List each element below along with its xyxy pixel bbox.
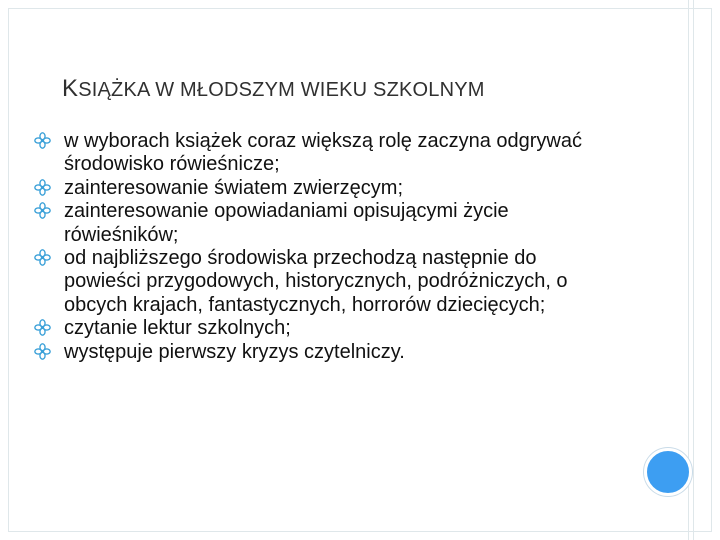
bullet-item <box>34 247 614 317</box>
title-rest: SIĄŻKA W MŁODSZYM WIEKU SZKOLNYM <box>78 79 485 101</box>
bullet-text: zainteresowanie opowiadaniami opisującymi życie rówieśników; <box>64 200 509 246</box>
decorative-circle <box>644 448 692 496</box>
bullet-text: czytanie lektur szkolnych; <box>64 317 291 340</box>
flower-bullet-icon <box>34 343 51 360</box>
bullet-text: występuje pierwszy kryzys czytelniczy. <box>64 340 405 363</box>
flower-bullet-icon <box>34 249 51 266</box>
bullet-item <box>34 341 614 364</box>
decorative-edge-line <box>693 0 694 540</box>
slide-title <box>62 75 485 103</box>
bullet-item <box>34 317 614 340</box>
bullet-text: od najbliższego środowiska przechodzą następnie do powieści przygodowych, historycznych, podróżniczych, o obcych krajach, fantastycznych, horrorów dziecięcych; <box>64 247 568 316</box>
bullet-text: w wyborach książek coraz większą rolę zaczyna odgrywać środowisko rówieśnicze; <box>64 130 582 176</box>
bullet-item <box>34 177 614 200</box>
bullet-item <box>34 200 614 247</box>
flower-bullet-icon <box>34 319 51 336</box>
bullet-list <box>34 130 614 364</box>
flower-bullet-icon <box>34 132 51 149</box>
flower-bullet-icon <box>34 202 51 219</box>
bullet-text: zainteresowanie światem zwierzęcym; <box>64 176 404 199</box>
flower-bullet-icon <box>34 179 51 196</box>
title-initial: K <box>62 75 79 102</box>
bullet-item <box>34 130 614 177</box>
